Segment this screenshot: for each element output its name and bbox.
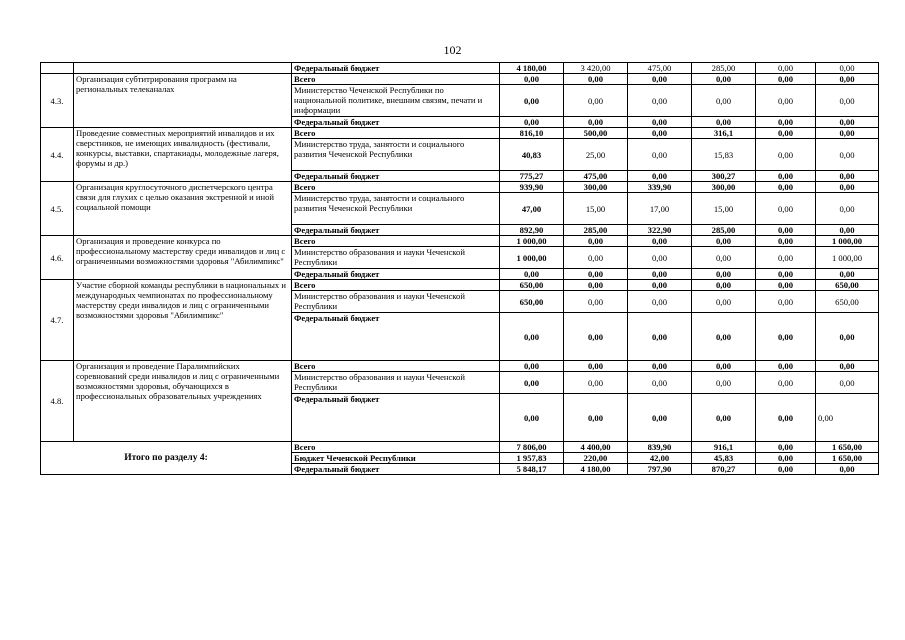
value-cell: 0,00 <box>692 269 756 280</box>
item-number: 4.6. <box>41 236 74 280</box>
value-cell: 916,1 <box>692 442 756 453</box>
total-row <box>41 442 879 453</box>
source-cell: Министерство труда, занятости и социального развития Чеченской Республики <box>292 193 500 225</box>
value-cell: 892,90 <box>500 225 564 236</box>
value-cell: 7 806,00 <box>500 442 564 453</box>
value-cell: 0,00 <box>816 193 879 225</box>
value-cell: 1 000,00 <box>816 247 879 269</box>
source-cell: Федеральный бюджет <box>292 171 500 182</box>
item-description: Проведение совместных мероприятий инвалидов и их сверстников, не имеющих инвалидность (фестивали, конкурсы, выставки, спартакиады, молодежные лагеря, форумы и др.) <box>74 128 292 182</box>
value-cell: 15,83 <box>692 139 756 171</box>
value-cell: 0,00 <box>628 313 692 361</box>
value-cell: 775,27 <box>500 171 564 182</box>
value-cell: 0,00 <box>500 85 564 117</box>
value-cell: 839,90 <box>628 442 692 453</box>
value-cell: 0,00 <box>628 171 692 182</box>
total-label: Итого по разделу 4: <box>41 442 292 475</box>
value-cell: 1 000,00 <box>500 247 564 269</box>
value-cell: 40,83 <box>500 139 564 171</box>
value-cell: 1 650,00 <box>816 453 879 464</box>
value-cell: 1 000,00 <box>816 236 879 247</box>
value-cell: 0,00 <box>564 85 628 117</box>
value-cell: 4 180,00 <box>500 63 564 74</box>
source-cell: Всего <box>292 128 500 139</box>
source-cell: Федеральный бюджет <box>292 394 500 442</box>
value-cell: 25,00 <box>564 139 628 171</box>
value-cell: 0,00 <box>756 442 816 453</box>
item-number: 4.4. <box>41 128 74 182</box>
value-cell: 0,00 <box>628 247 692 269</box>
value-cell: 0,00 <box>692 85 756 117</box>
value-cell: 0,00 <box>628 394 692 442</box>
value-cell: 0,00 <box>756 361 816 372</box>
table-row <box>41 63 879 74</box>
value-cell: 0,00 <box>628 74 692 85</box>
source-cell: Всего <box>292 442 500 453</box>
value-cell: 0,00 <box>756 139 816 171</box>
budget-table <box>40 62 879 475</box>
value-cell: 0,00 <box>564 280 628 291</box>
value-cell: 0,00 <box>756 464 816 475</box>
value-cell: 0,00 <box>564 394 628 442</box>
source-cell: Федеральный бюджет <box>292 225 500 236</box>
value-cell: 0,00 <box>628 128 692 139</box>
value-cell: 0,00 <box>628 291 692 313</box>
value-cell: 0,00 <box>756 63 816 74</box>
value-cell: 1 957,83 <box>500 453 564 464</box>
value-cell: 0,00 <box>628 269 692 280</box>
value-cell: 0,00 <box>756 291 816 313</box>
value-cell: 4 400,00 <box>564 442 628 453</box>
value-cell: 5 848,17 <box>500 464 564 475</box>
source-cell: Министерство труда, занятости и социального развития Чеченской Республики <box>292 139 500 171</box>
value-cell: 0,00 <box>692 280 756 291</box>
source-cell: Министерство образования и науки Чеченской Республики <box>292 291 500 313</box>
value-cell: 0,00 <box>756 280 816 291</box>
value-cell: 0,00 <box>756 225 816 236</box>
value-cell: 0,00 <box>692 313 756 361</box>
value-cell: 0,00 <box>816 269 879 280</box>
value-cell: 0,00 <box>756 236 816 247</box>
value-cell: 0,00 <box>692 361 756 372</box>
value-cell: 0,00 <box>692 236 756 247</box>
value-cell: 0,00 <box>816 372 879 394</box>
value-cell: 0,00 <box>816 394 879 442</box>
value-cell: 0,00 <box>816 63 879 74</box>
source-cell: Министерство образования и науки Чеченской Республики <box>292 372 500 394</box>
value-cell: 0,00 <box>756 269 816 280</box>
table-row <box>41 280 879 291</box>
value-cell: 0,00 <box>628 372 692 394</box>
value-cell: 939,90 <box>500 182 564 193</box>
value-cell: 0,00 <box>756 128 816 139</box>
value-cell: 0,00 <box>564 361 628 372</box>
value-cell: 0,00 <box>756 171 816 182</box>
value-cell: 0,00 <box>816 361 879 372</box>
value-cell: 0,00 <box>500 269 564 280</box>
source-cell: Бюджет Чеченской Республики <box>292 453 500 464</box>
value-cell: 0,00 <box>564 247 628 269</box>
value-cell: 0,00 <box>756 247 816 269</box>
value-cell: 285,00 <box>564 225 628 236</box>
value-cell: 0,00 <box>816 85 879 117</box>
value-cell: 0,00 <box>500 313 564 361</box>
source-cell: Федеральный бюджет <box>292 269 500 280</box>
value-cell: 0,00 <box>756 394 816 442</box>
source-cell: Федеральный бюджет <box>292 63 500 74</box>
value-cell: 0,00 <box>500 74 564 85</box>
value-cell: 300,00 <box>692 182 756 193</box>
source-cell: Федеральный бюджет <box>292 117 500 128</box>
value-cell: 15,00 <box>692 193 756 225</box>
page-number: 102 <box>443 43 462 57</box>
value-cell: 0,00 <box>692 291 756 313</box>
table-row <box>41 74 879 85</box>
value-cell: 15,00 <box>564 193 628 225</box>
value-cell: 0,00 <box>756 453 816 464</box>
value-cell: 0,00 <box>628 361 692 372</box>
value-cell: 0,00 <box>564 236 628 247</box>
value-cell: 0,00 <box>816 128 879 139</box>
value-cell: 500,00 <box>564 128 628 139</box>
value-cell: 4 180,00 <box>564 464 628 475</box>
value-cell: 0,00 <box>816 139 879 171</box>
item-description: Организация и проведение Паралимпийских соревнований среди инвалидов и лиц с ограниченными возможностями здоровья, обучающихся в профессиональных образовательных учреждениях <box>74 361 292 442</box>
item-description: Организация и проведение конкурса по профессиональному мастерству среди инвалидов и лиц с ограниченными возможностями здоровья "Абилимпикс" <box>74 236 292 280</box>
value-cell: 300,00 <box>564 182 628 193</box>
value-cell: 0,00 <box>692 74 756 85</box>
value-cell: 650,00 <box>500 291 564 313</box>
value-cell: 475,00 <box>628 63 692 74</box>
value-cell: 0,00 <box>692 372 756 394</box>
value-cell: 1 000,00 <box>500 236 564 247</box>
value-cell: 0,00 <box>756 74 816 85</box>
item-description: Организация круглосуточного диспетчерского центра связи для глухих с целью оказания экстренной и иной социальной помощи <box>74 182 292 236</box>
value-cell: 0,00 <box>816 464 879 475</box>
item-number: 4.7. <box>41 280 74 361</box>
source-cell: Всего <box>292 74 500 85</box>
source-cell: Министерство образования и науки Чеченской Республики <box>292 247 500 269</box>
value-cell: 3 420,00 <box>564 63 628 74</box>
source-cell: Всего <box>292 361 500 372</box>
value-cell: 0,00 <box>756 372 816 394</box>
item-description: Организация субтитрирования программ на региональных телеканалах <box>74 74 292 128</box>
value-cell: 0,00 <box>816 182 879 193</box>
value-cell: 0,00 <box>756 117 816 128</box>
item-description: Участие сборной команды республики в национальных и международных чемпионатах по профессиональному мастерству среди инвалидов и лиц с ограниченными возможностями здоровья "Абилимпикс" <box>74 280 292 361</box>
value-cell: 47,00 <box>500 193 564 225</box>
value-cell: 1 650,00 <box>816 442 879 453</box>
value-cell: 0,00 <box>564 291 628 313</box>
value-cell: 0,00 <box>816 74 879 85</box>
value-cell: 0,00 <box>564 269 628 280</box>
source-cell: Министерство Чеченской Республики по национальной политике, внешним связям, печати и информации <box>292 85 500 117</box>
source-cell: Всего <box>292 280 500 291</box>
value-cell: 0,00 <box>628 236 692 247</box>
value-cell: 0,00 <box>692 247 756 269</box>
value-cell: 870,27 <box>692 464 756 475</box>
value-cell: 0,00 <box>500 394 564 442</box>
table-row <box>41 236 879 247</box>
value-cell: 797,90 <box>628 464 692 475</box>
value-cell: 0,00 <box>628 85 692 117</box>
table-row <box>41 361 879 372</box>
value-cell: 0,00 <box>500 361 564 372</box>
item-number: 4.8. <box>41 361 74 442</box>
value-cell: 0,00 <box>500 372 564 394</box>
value-cell: 0,00 <box>756 85 816 117</box>
value-cell: 0,00 <box>564 74 628 85</box>
number-cell <box>41 63 74 74</box>
value-cell: 0,00 <box>756 193 816 225</box>
source-cell: Всего <box>292 182 500 193</box>
value-cell: 0,00 <box>692 117 756 128</box>
value-cell: 42,00 <box>628 453 692 464</box>
value-cell: 0,00 <box>564 117 628 128</box>
value-cell: 0,00 <box>500 117 564 128</box>
table-row <box>41 128 879 139</box>
value-cell: 0,00 <box>816 225 879 236</box>
value-cell: 0,00 <box>816 171 879 182</box>
value-cell: 0,00 <box>628 117 692 128</box>
value-cell: 300,27 <box>692 171 756 182</box>
value-cell: 0,00 <box>692 394 756 442</box>
item-number: 4.5. <box>41 182 74 236</box>
source-cell: Федеральный бюджет <box>292 313 500 361</box>
value-cell: 0,00 <box>816 313 879 361</box>
value-cell: 0,00 <box>564 313 628 361</box>
value-cell: 17,00 <box>628 193 692 225</box>
value-cell: 285,00 <box>692 225 756 236</box>
value-cell: 650,00 <box>816 280 879 291</box>
value-cell: 0,00 <box>564 372 628 394</box>
value-cell: 285,00 <box>692 63 756 74</box>
description-cell <box>74 63 292 74</box>
value-cell: 339,90 <box>628 182 692 193</box>
value-cell: 316,1 <box>692 128 756 139</box>
item-number: 4.3. <box>41 74 74 128</box>
value-cell: 45,83 <box>692 453 756 464</box>
value-cell: 816,10 <box>500 128 564 139</box>
source-cell: Всего <box>292 236 500 247</box>
value-cell: 0,00 <box>756 182 816 193</box>
value-cell: 0,00 <box>756 313 816 361</box>
value-cell: 650,00 <box>816 291 879 313</box>
value-cell: 0,00 <box>816 117 879 128</box>
value-cell: 220,00 <box>564 453 628 464</box>
table-row <box>41 182 879 193</box>
value-cell: 0,00 <box>628 139 692 171</box>
source-cell: Федеральный бюджет <box>292 464 500 475</box>
value-cell: 475,00 <box>564 171 628 182</box>
value-cell: 0,00 <box>628 280 692 291</box>
value-cell: 322,90 <box>628 225 692 236</box>
value-cell: 650,00 <box>500 280 564 291</box>
